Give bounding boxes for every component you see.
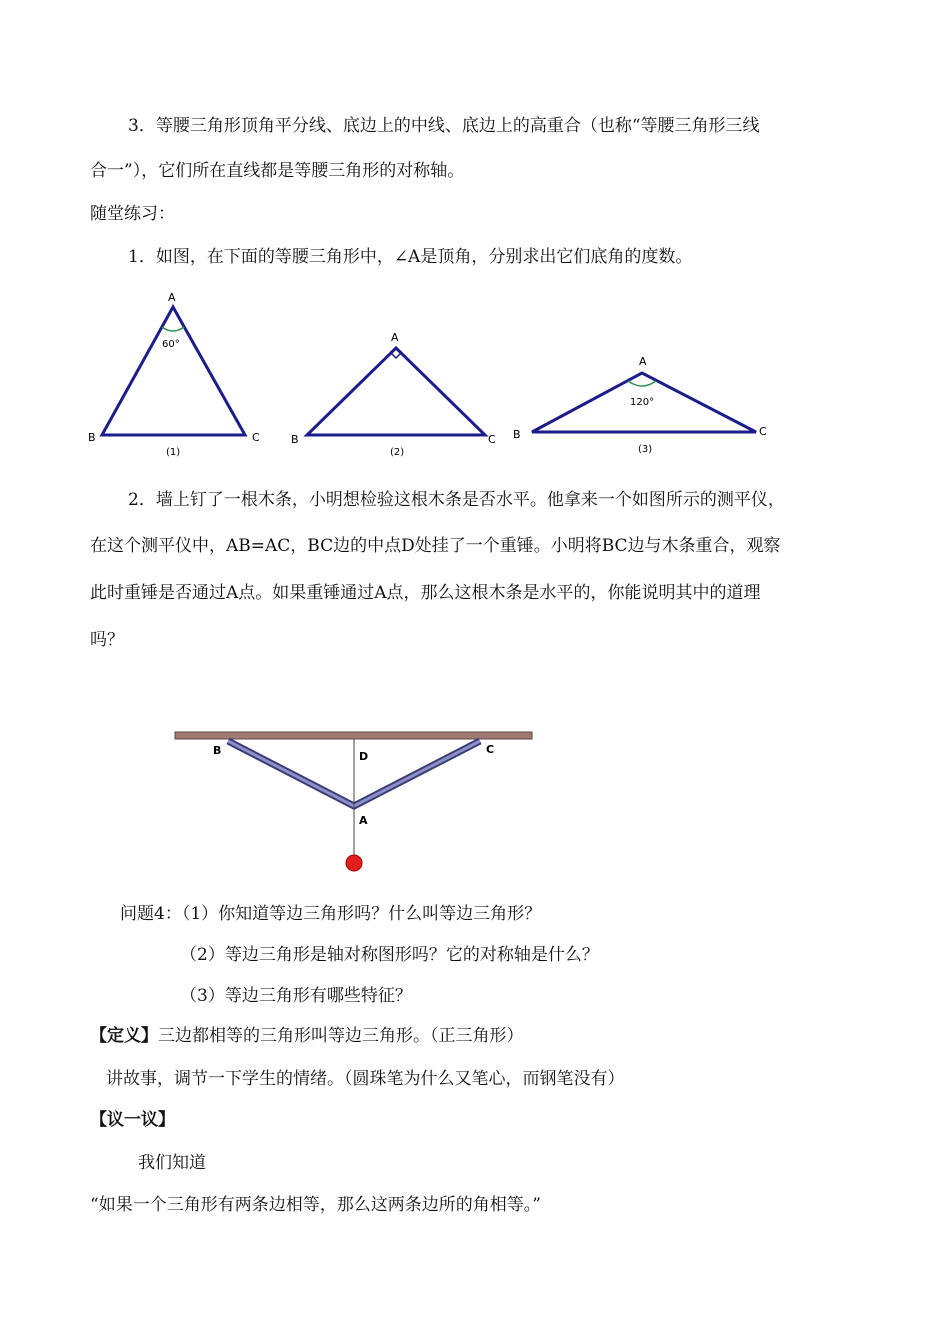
- exercise-2-line-1: 2．墙上钉了一根木条，小明想检验这根木条是否水平。他拿来一个如图所示的测平仪，: [128, 490, 785, 510]
- exercise-2-line-4: 吗？: [90, 630, 124, 650]
- paragraph-3-line-2: 合一”），它们所在直线都是等腰三角形的对称轴。: [90, 161, 465, 181]
- tri1-angle-label: 60°: [162, 339, 180, 350]
- exercise-2-line-2: 在这个测平仪中，AB=AC，BC边的中点D处挂了一个重锤。小明将BC边与木条重合，观察: [90, 536, 781, 556]
- level-label-b: B: [213, 744, 222, 757]
- triangle-2: [291, 331, 496, 458]
- paragraph-3-line-1: 3．等腰三角形顶角平分线、底边上的中线、底边上的高重合（也称“等腰三角形三线: [128, 116, 760, 136]
- question-4-line-2: （2）等边三角形是轴对称图形吗？它的对称轴是什么？: [180, 945, 599, 965]
- question-4-line-3: （3）等边三角形有哪些特征？: [180, 986, 412, 1006]
- tri3-label-a: A: [639, 355, 647, 368]
- level-label-c: C: [486, 743, 495, 756]
- tri2-caption: (2): [390, 447, 405, 458]
- tri2-label-a: A: [391, 331, 399, 344]
- triangle-3: [513, 355, 767, 455]
- tri1-label-a: A: [168, 291, 176, 304]
- quote-statement: “如果一个三角形有两条边相等，那么这两条边所的角相等。”: [90, 1195, 541, 1215]
- plumb-weight: [346, 855, 362, 871]
- tri3-label-c: C: [759, 425, 767, 438]
- level-label-d: D: [359, 750, 369, 763]
- tri3-caption: (3): [638, 444, 653, 455]
- tri3-label-b: B: [513, 428, 521, 441]
- practice-heading: 随堂练习：: [90, 204, 175, 224]
- discuss-heading: 【议一议】: [90, 1110, 175, 1130]
- exercise-2-line-3: 此时重锤是否通过A点。如果重锤通过A点，那么这根木条是水平的，你能说明其中的道理: [90, 583, 761, 603]
- tri1-label-c: C: [252, 431, 260, 444]
- level-label-a: A: [359, 814, 368, 827]
- definition: [90, 1025, 524, 1047]
- triangle-1: [88, 291, 260, 458]
- tri3-angle-label: 120°: [630, 397, 655, 408]
- tri2-label-b: B: [291, 433, 299, 446]
- tri1-label-b: B: [88, 431, 96, 444]
- definition-text: 三边都相等的三角形叫等边三角形。（正三角形）: [158, 1026, 524, 1046]
- triangles-figure: [80, 285, 800, 465]
- tri1-caption: (1): [166, 447, 181, 458]
- definition-label: 【定义】: [90, 1026, 158, 1046]
- exercise-1: 1．如图，在下面的等腰三角形中，∠A是顶角，分别求出它们底角的度数。: [128, 247, 693, 267]
- tri2-label-c: C: [488, 433, 496, 446]
- wooden-plank: [175, 732, 532, 739]
- level-instrument-figure: [170, 720, 550, 880]
- story-note: 讲故事，调节一下学生的情绪。（圆珠笔为什么又笔心，而钢笔没有）: [106, 1069, 625, 1089]
- we-know: 我们知道: [138, 1153, 206, 1173]
- question-4-line-1: 问题4：（1）你知道等边三角形吗？什么叫等边三角形？: [120, 904, 542, 924]
